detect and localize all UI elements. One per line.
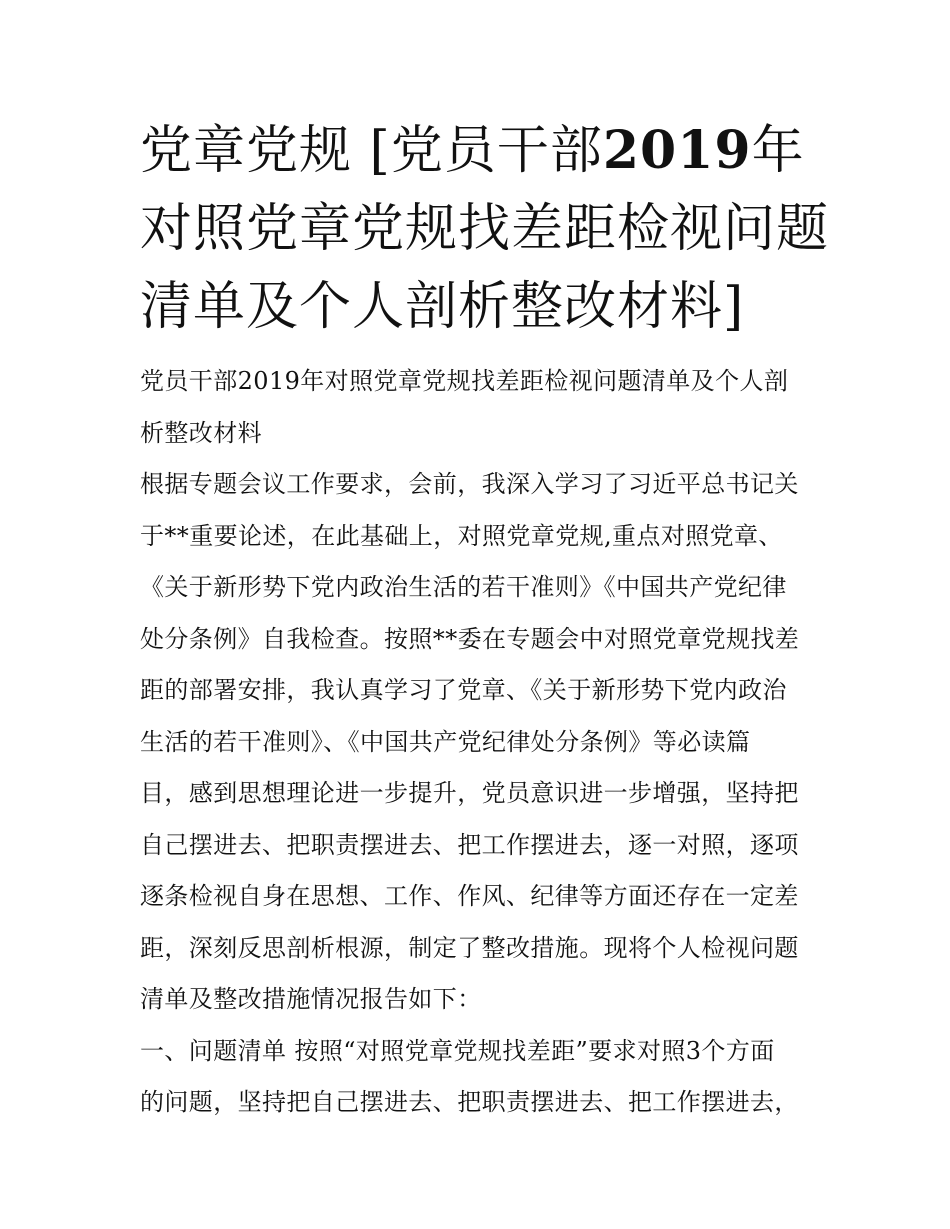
body-line: 目，感到思想理论进一步提升，党员意识进一步增强，坚持把 <box>140 779 799 807</box>
body-line: 党员干部2019年对照党章党规找差距检视问题清单及个人剖 <box>140 367 789 395</box>
body-line: 逐条检视自身在思想、工作、作风、纪律等方面还存在一定差 <box>140 882 799 910</box>
body-line: 的问题，坚持把自己摆进去、把职责摆进去、把工作摆进去， <box>140 1088 799 1116</box>
body-line: 根据专题会议工作要求，会前，我深入学习了习近平总书记关 <box>140 470 799 498</box>
document-title <box>140 112 840 346</box>
body-line: 一、问题清单 按照“对照党章党规找差距”要求对照3个方面 <box>140 1036 775 1065</box>
body-line: 距，深刻反思剖析根源，制定了整改措施。现将个人检视问题 <box>140 933 799 962</box>
title-part-1: 党章党规 [党员干部 <box>140 121 603 181</box>
title-year: 2019 <box>602 120 752 181</box>
title-part-2: 年对照党章党规找差距检视问题清单及个人剖析整改材料] <box>140 121 830 337</box>
body-line: 清单及整改措施情况报告如下： <box>140 985 482 1013</box>
body-line: 处分条例》自我检查。按照**委在专题会中对照党章党规找差 <box>140 624 800 653</box>
body-line: 于**重要论述，在此基础上，对照党章党规,重点对照党章、 <box>140 521 783 550</box>
body-line: 析整改材料 <box>140 418 262 447</box>
body-line: 《关于新形势下党内政治生活的若干准则》《中国共产党纪律 <box>140 573 787 601</box>
document-body <box>140 356 820 1129</box>
body-line: 生活的若干准则》、《中国共产党纪律处分条例》等必读篇 <box>140 727 751 756</box>
body-line: 自己摆进去、把职责摆进去、把工作摆进去，逐一对照，逐项 <box>140 830 799 859</box>
body-line: 距的部署安排，我认真学习了党章、《关于新形势下党内政治 <box>140 676 787 704</box>
